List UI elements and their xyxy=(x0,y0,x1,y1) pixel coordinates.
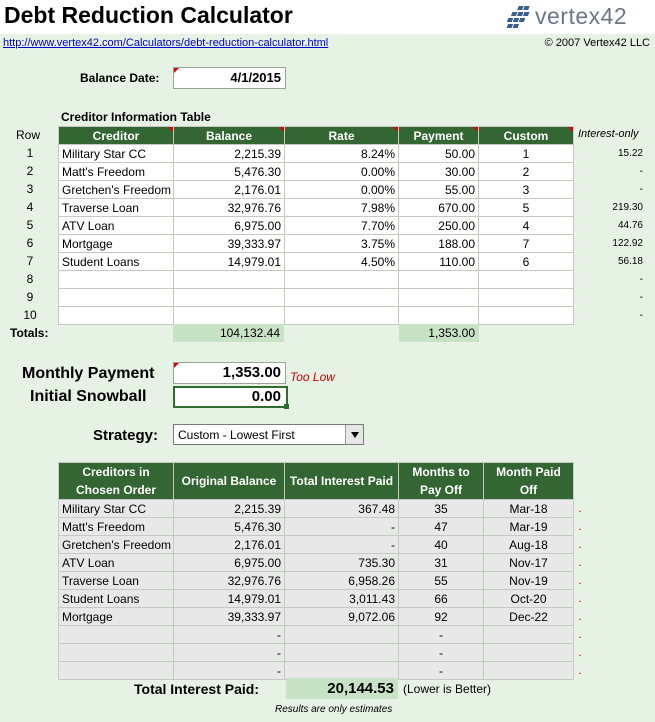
custom-order-cell[interactable] xyxy=(479,289,574,307)
result-creditor-cell xyxy=(59,644,174,662)
balance-cell[interactable]: 14,979.01 xyxy=(174,253,285,271)
creditor-table-title: Creditor Information Table xyxy=(61,110,211,124)
row-number: 2 xyxy=(26,164,34,178)
result-months-cell: - xyxy=(399,626,484,644)
result-paid-off-cell xyxy=(484,626,574,644)
row-number: 8 xyxy=(26,272,34,286)
result-marker: . xyxy=(578,519,582,533)
balance-date-input[interactable]: 4/1/2015 xyxy=(173,67,286,89)
page-title: Debt Reduction Calculator xyxy=(4,2,293,28)
table-row xyxy=(59,145,574,163)
interest-only-row xyxy=(580,216,646,234)
creditor-cell[interactable]: Mortgage xyxy=(59,235,174,253)
total-interest-value: 20,144.53 xyxy=(286,678,398,699)
interest-only-value: - xyxy=(639,273,643,285)
initial-snowball-label: Initial Snowball xyxy=(30,388,147,405)
payment-cell[interactable]: 250.00 xyxy=(399,217,479,235)
strategy-select[interactable] xyxy=(173,424,364,445)
interest-only-row xyxy=(580,144,646,162)
result-creditor-cell: Traverse Loan xyxy=(59,572,174,590)
row-number: 10 xyxy=(23,308,37,322)
row-numbers xyxy=(10,144,50,324)
interest-only-value: - xyxy=(639,309,643,321)
row-number: 3 xyxy=(26,182,34,196)
table-row xyxy=(59,536,574,554)
col-original-balance: Original Balance xyxy=(174,463,285,500)
interest-only-row xyxy=(580,198,646,216)
row-number-row xyxy=(10,270,50,288)
custom-order-cell[interactable]: 7 xyxy=(479,235,574,253)
calculator-url-link[interactable]: http://www.vertex42.com/Calculators/debt-reduction-calculator.html xyxy=(3,37,329,49)
rate-cell[interactable]: 7.98% xyxy=(285,199,399,217)
marker-row xyxy=(573,607,587,625)
balance-cell[interactable] xyxy=(174,289,285,307)
result-creditor-cell: Mortgage xyxy=(59,608,174,626)
col-creditor: Creditor xyxy=(59,127,174,145)
creditor-cell[interactable]: Student Loans xyxy=(59,253,174,271)
marker-row xyxy=(573,625,587,643)
total-payment: 1,353.00 xyxy=(399,324,479,342)
table-row xyxy=(59,217,574,235)
result-interest-cell: 3,011.43 xyxy=(285,590,399,608)
interest-only-header: Interest-only xyxy=(578,128,639,140)
result-paid-off-cell: Mar-19 xyxy=(484,518,574,536)
row-number-row xyxy=(10,180,50,198)
table-row xyxy=(59,518,574,536)
total-balance: 104,132.44 xyxy=(173,324,284,342)
result-paid-off-cell: Oct-20 xyxy=(484,590,574,608)
totals-label: Totals: xyxy=(10,326,49,340)
custom-order-cell[interactable]: 6 xyxy=(479,253,574,271)
result-creditor-cell: Student Loans xyxy=(59,590,174,608)
rate-cell[interactable]: 8.24% xyxy=(285,145,399,163)
custom-order-cell[interactable]: 3 xyxy=(479,181,574,199)
result-paid-off-cell: Mar-18 xyxy=(484,500,574,518)
result-paid-off-cell: Aug-18 xyxy=(484,536,574,554)
table-row xyxy=(59,590,574,608)
result-months-cell: 40 xyxy=(399,536,484,554)
row-number-row xyxy=(10,198,50,216)
strategy-label: Strategy: xyxy=(93,427,159,444)
rate-cell[interactable]: 0.00% xyxy=(285,181,399,199)
row-number-row xyxy=(10,306,50,324)
marker-row xyxy=(573,661,587,679)
row-number: 9 xyxy=(26,290,34,304)
balance-cell[interactable]: 32,976.76 xyxy=(174,199,285,217)
results-marker-column xyxy=(573,499,587,679)
table-row xyxy=(59,662,574,680)
balance-cell[interactable] xyxy=(174,307,285,325)
custom-order-cell[interactable]: 1 xyxy=(479,145,574,163)
creditor-cell[interactable] xyxy=(59,289,174,307)
interest-only-value: - xyxy=(639,291,643,303)
interest-only-value: - xyxy=(639,183,643,195)
creditor-table xyxy=(58,126,574,325)
dropdown-arrow-icon[interactable] xyxy=(345,425,363,444)
marker-row xyxy=(573,643,587,661)
creditor-cell[interactable]: Traverse Loan xyxy=(59,199,174,217)
result-interest-cell: - xyxy=(285,518,399,536)
payment-cell[interactable] xyxy=(399,307,479,325)
result-months-cell: 55 xyxy=(399,572,484,590)
creditor-cell[interactable] xyxy=(59,307,174,325)
result-marker: . xyxy=(578,645,582,659)
col-payment: Payment xyxy=(399,127,479,145)
creditor-cell[interactable]: Matt's Freedom xyxy=(59,163,174,181)
creditor-cell[interactable]: ATV Loan xyxy=(59,217,174,235)
custom-order-cell[interactable]: 4 xyxy=(479,217,574,235)
estimates-footnote: Results are only estimates xyxy=(275,704,393,715)
result-marker: . xyxy=(578,573,582,587)
interest-only-row xyxy=(580,162,646,180)
row-number-row xyxy=(10,162,50,180)
vertex42-logo xyxy=(505,3,653,31)
interest-only-row xyxy=(580,270,646,288)
col-balance: Balance xyxy=(174,127,285,145)
interest-only-row xyxy=(580,288,646,306)
payment-cell[interactable]: 50.00 xyxy=(399,145,479,163)
interest-only-value: 15.22 xyxy=(617,147,643,159)
col-months-to-pay-off: Months to Pay Off xyxy=(399,463,484,500)
table-row xyxy=(59,271,574,289)
table-row xyxy=(59,199,574,217)
row-number-row xyxy=(10,288,50,306)
row-number-row xyxy=(10,234,50,252)
result-balance-cell: 32,976.76 xyxy=(174,572,285,590)
custom-order-cell[interactable]: 2 xyxy=(479,163,574,181)
row-number: 1 xyxy=(26,146,34,160)
result-marker: . xyxy=(578,663,582,677)
copyright-text: © 2007 Vertex42 LLC xyxy=(544,37,650,49)
row-number: 5 xyxy=(26,218,34,232)
row-number: 7 xyxy=(26,254,34,268)
initial-snowball-input[interactable]: 0.00 xyxy=(173,386,288,408)
interest-only-row xyxy=(580,306,646,324)
col-total-interest-paid: Total Interest Paid xyxy=(285,463,399,500)
result-interest-cell: 367.48 xyxy=(285,500,399,518)
rate-cell[interactable] xyxy=(285,307,399,325)
result-balance-cell: 39,333.97 xyxy=(174,608,285,626)
balance-cell[interactable] xyxy=(174,271,285,289)
rate-cell[interactable] xyxy=(285,271,399,289)
rate-cell[interactable] xyxy=(285,289,399,307)
payment-cell[interactable] xyxy=(399,271,479,289)
creditor-cell[interactable] xyxy=(59,271,174,289)
result-marker: . xyxy=(578,501,582,515)
result-months-cell: - xyxy=(399,662,484,680)
too-low-warning: Too Low xyxy=(290,370,335,384)
result-marker: . xyxy=(578,537,582,551)
result-interest-cell: 9,072.06 xyxy=(285,608,399,626)
custom-order-cell[interactable]: 5 xyxy=(479,199,574,217)
balance-date-label: Balance Date: xyxy=(80,71,160,85)
result-months-cell: 92 xyxy=(399,608,484,626)
marker-row xyxy=(573,517,587,535)
table-row xyxy=(59,572,574,590)
rate-cell[interactable]: 3.75% xyxy=(285,235,399,253)
rate-cell[interactable]: 0.00% xyxy=(285,163,399,181)
interest-only-row xyxy=(580,234,646,252)
row-number: 4 xyxy=(26,200,34,214)
payment-cell[interactable] xyxy=(399,289,479,307)
col-custom: Custom xyxy=(479,127,574,145)
custom-order-cell[interactable] xyxy=(479,271,574,289)
table-row xyxy=(59,608,574,626)
marker-row xyxy=(573,499,587,517)
result-interest-cell xyxy=(285,644,399,662)
balance-cell[interactable]: 39,333.97 xyxy=(174,235,285,253)
result-balance-cell: 6,975.00 xyxy=(174,554,285,572)
monthly-payment-label: Monthly Payment xyxy=(22,365,155,382)
result-months-cell: 66 xyxy=(399,590,484,608)
col-rate: Rate xyxy=(285,127,399,145)
balance-cell[interactable]: 2,215.39 xyxy=(174,145,285,163)
balance-cell[interactable]: 5,476.30 xyxy=(174,163,285,181)
strategy-selected-value: Custom - Lowest First xyxy=(178,428,295,442)
marker-row xyxy=(573,535,587,553)
result-balance-cell: 14,979.01 xyxy=(174,590,285,608)
result-paid-off-cell xyxy=(484,662,574,680)
result-interest-cell: 6,958.26 xyxy=(285,572,399,590)
result-interest-cell: 735.30 xyxy=(285,554,399,572)
table-row xyxy=(59,235,574,253)
interest-only-value: 56.18 xyxy=(617,255,643,267)
table-row xyxy=(59,644,574,662)
table-row xyxy=(59,163,574,181)
result-creditor-cell: Matt's Freedom xyxy=(59,518,174,536)
result-interest-cell xyxy=(285,626,399,644)
result-months-cell: 35 xyxy=(399,500,484,518)
payment-cell[interactable]: 110.00 xyxy=(399,253,479,271)
result-balance-cell: - xyxy=(174,662,285,680)
table-row xyxy=(59,307,574,325)
result-months-cell: - xyxy=(399,644,484,662)
monthly-payment-input[interactable]: 1,353.00 xyxy=(173,362,286,384)
result-marker: . xyxy=(578,627,582,641)
marker-row xyxy=(573,589,587,607)
result-months-cell: 47 xyxy=(399,518,484,536)
rate-cell[interactable]: 7.70% xyxy=(285,217,399,235)
table-row xyxy=(59,289,574,307)
fill-handle[interactable] xyxy=(284,404,289,409)
row-number-row xyxy=(10,252,50,270)
result-creditor-cell: ATV Loan xyxy=(59,554,174,572)
logo-mark-icon xyxy=(505,5,533,29)
results-table xyxy=(58,462,574,680)
result-paid-off-cell: Nov-19 xyxy=(484,572,574,590)
row-number: 6 xyxy=(26,236,34,250)
balance-cell[interactable]: 6,975.00 xyxy=(174,217,285,235)
marker-row xyxy=(573,553,587,571)
result-balance-cell: - xyxy=(174,626,285,644)
interest-only-value: 122.92 xyxy=(612,237,643,249)
lower-is-better-note: (Lower is Better) xyxy=(403,682,492,696)
payment-cell[interactable]: 55.00 xyxy=(399,181,479,199)
table-row xyxy=(59,554,574,572)
result-months-cell: 31 xyxy=(399,554,484,572)
interest-only-row xyxy=(580,252,646,270)
custom-order-cell[interactable] xyxy=(479,307,574,325)
interest-only-value: 44.76 xyxy=(617,219,643,231)
table-row xyxy=(59,181,574,199)
interest-only-value: - xyxy=(639,165,643,177)
creditor-cell[interactable]: Gretchen's Freedom xyxy=(59,181,174,199)
creditor-cell[interactable]: Military Star CC xyxy=(59,145,174,163)
result-creditor-cell: Military Star CC xyxy=(59,500,174,518)
balance-cell[interactable]: 2,176.01 xyxy=(174,181,285,199)
col-month-paid-off: Month Paid Off xyxy=(484,463,574,500)
table-row xyxy=(59,500,574,518)
result-creditor-cell: Gretchen's Freedom xyxy=(59,536,174,554)
result-creditor-cell xyxy=(59,662,174,680)
result-balance-cell: 5,476.30 xyxy=(174,518,285,536)
result-marker: . xyxy=(578,609,582,623)
row-number-row xyxy=(10,144,50,162)
result-interest-cell: - xyxy=(285,536,399,554)
col-creditors-in-order: Creditors in Chosen Order xyxy=(59,463,174,500)
result-creditor-cell xyxy=(59,626,174,644)
result-paid-off-cell: Nov-17 xyxy=(484,554,574,572)
interest-only-row xyxy=(580,180,646,198)
result-marker: . xyxy=(578,591,582,605)
table-row xyxy=(59,626,574,644)
row-header: Row xyxy=(16,128,41,142)
result-balance-cell: - xyxy=(174,644,285,662)
marker-row xyxy=(573,571,587,589)
payment-cell[interactable]: 670.00 xyxy=(399,199,479,217)
result-paid-off-cell xyxy=(484,644,574,662)
result-marker: . xyxy=(578,555,582,569)
row-number-row xyxy=(10,216,50,234)
table-row xyxy=(59,253,574,271)
result-balance-cell: 2,215.39 xyxy=(174,500,285,518)
total-interest-label: Total Interest Paid: xyxy=(134,681,259,697)
payment-cell[interactable]: 30.00 xyxy=(399,163,479,181)
result-interest-cell xyxy=(285,662,399,680)
interest-only-value: 219.30 xyxy=(612,201,643,213)
rate-cell[interactable]: 4.50% xyxy=(285,253,399,271)
logo-text: vertex42 xyxy=(535,3,628,29)
payment-cell[interactable]: 188.00 xyxy=(399,235,479,253)
result-balance-cell: 2,176.01 xyxy=(174,536,285,554)
interest-only-column xyxy=(580,144,646,324)
result-paid-off-cell: Dec-22 xyxy=(484,608,574,626)
